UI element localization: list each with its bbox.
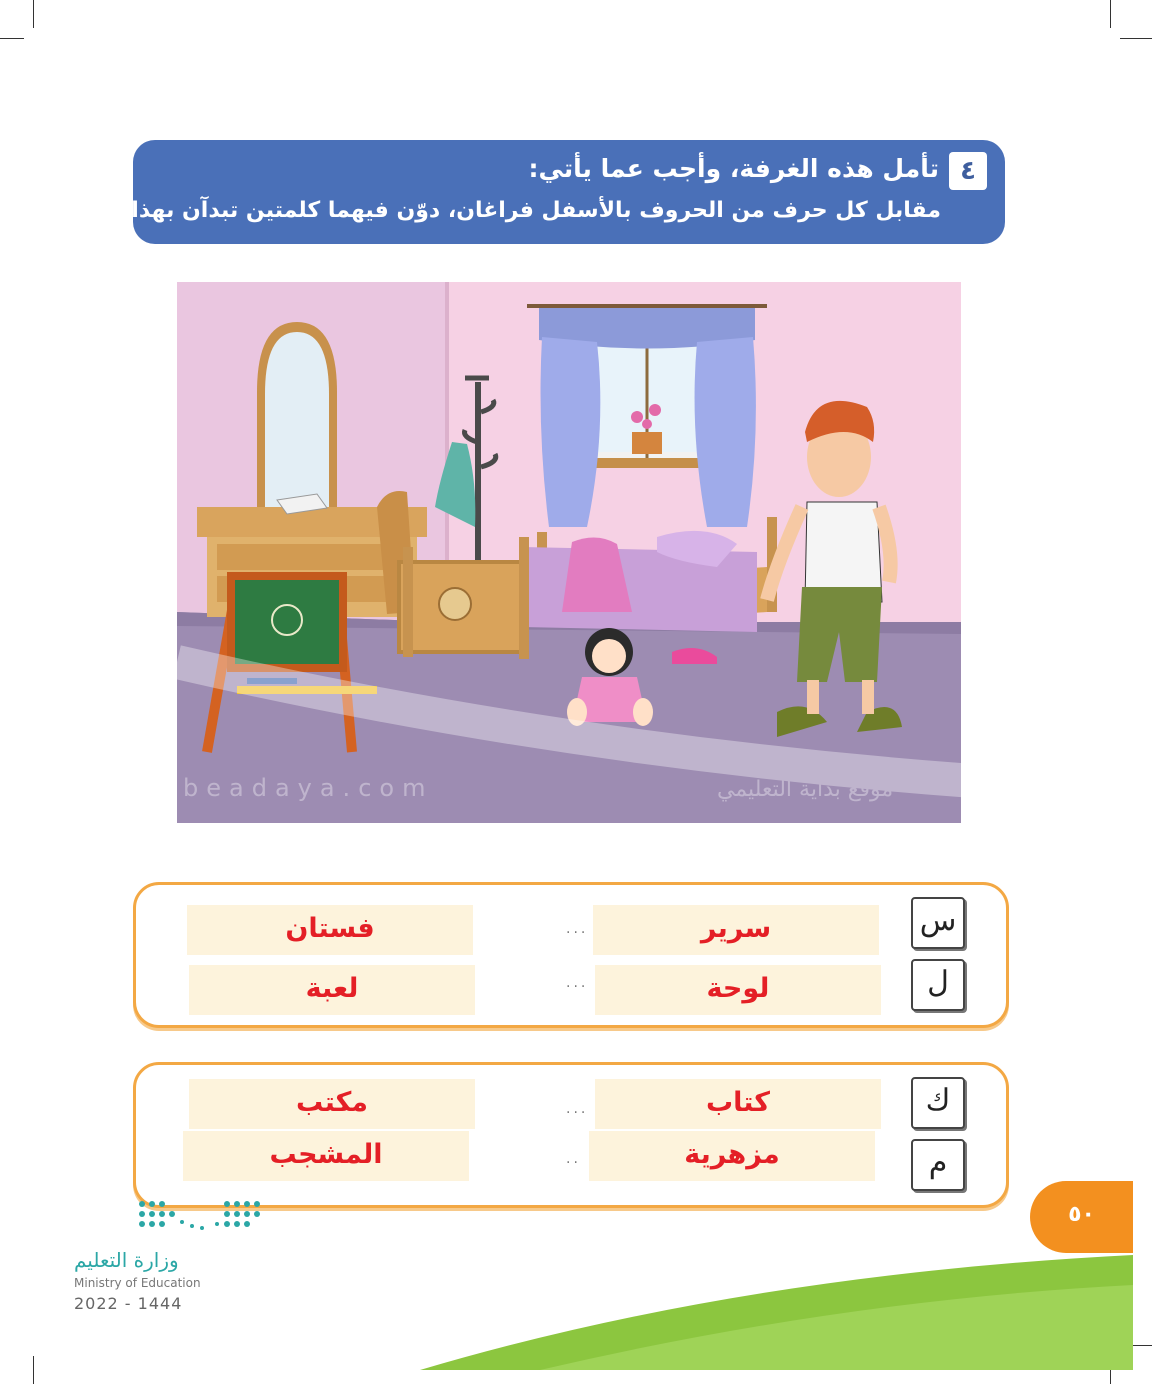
letter-box: ل [911,959,965,1011]
dots: ... [566,1101,589,1117]
crop-mark [33,1356,34,1384]
answer-field[interactable]: لوحة [595,965,881,1015]
instruction-banner [44,140,1005,244]
answer-field[interactable]: سرير [593,905,879,955]
ministry-name-en: Ministry of Education [74,1276,201,1290]
crop-mark [0,38,24,39]
ministry-year: 2022 - 1444 [74,1294,183,1313]
ministry-name-ar: وزارة التعليم [74,1248,179,1272]
answer-field[interactable]: مزهرية [589,1131,875,1181]
page-number: ٥٠ [1030,1181,1133,1253]
answer-field[interactable]: لعبة [189,965,475,1015]
answer-field[interactable]: المشجب [183,1131,469,1181]
watermark-site-name: موقع بداية التعليمي [717,777,894,802]
instruction-line-1: تأمل هذه الغرفة، وأجب عما يأتي: [528,154,939,183]
question-number: ٤ [949,152,987,190]
watermark-domain: beadaya.com [183,774,434,802]
answer-group-2 [133,1062,1009,1208]
green-swoosh [420,1255,1133,1370]
letter-box: س [911,897,965,949]
instruction-line-2: مقابل كل حرف من الحروف بالأسفل فراغان، دوّن فيهما كلمتين تبدآن بهذا الحرف. [44,198,941,223]
ministry-dots-icon [132,1196,332,1246]
answer-field[interactable]: فستان [187,905,473,955]
dots: ... [566,975,589,991]
crop-mark [33,0,34,28]
letter-box: م [911,1139,965,1191]
answer-group-1 [133,882,1009,1028]
dots: ... [566,921,589,937]
crop-mark [1110,0,1111,28]
dots: .. [566,1151,581,1167]
answer-field[interactable]: كتاب [595,1079,881,1129]
letter-box: ك [911,1077,965,1129]
answer-field[interactable]: مكتب [189,1079,475,1129]
crop-mark [1120,38,1152,39]
room-illustration [177,282,961,823]
ministry-logo [72,1196,272,1316]
